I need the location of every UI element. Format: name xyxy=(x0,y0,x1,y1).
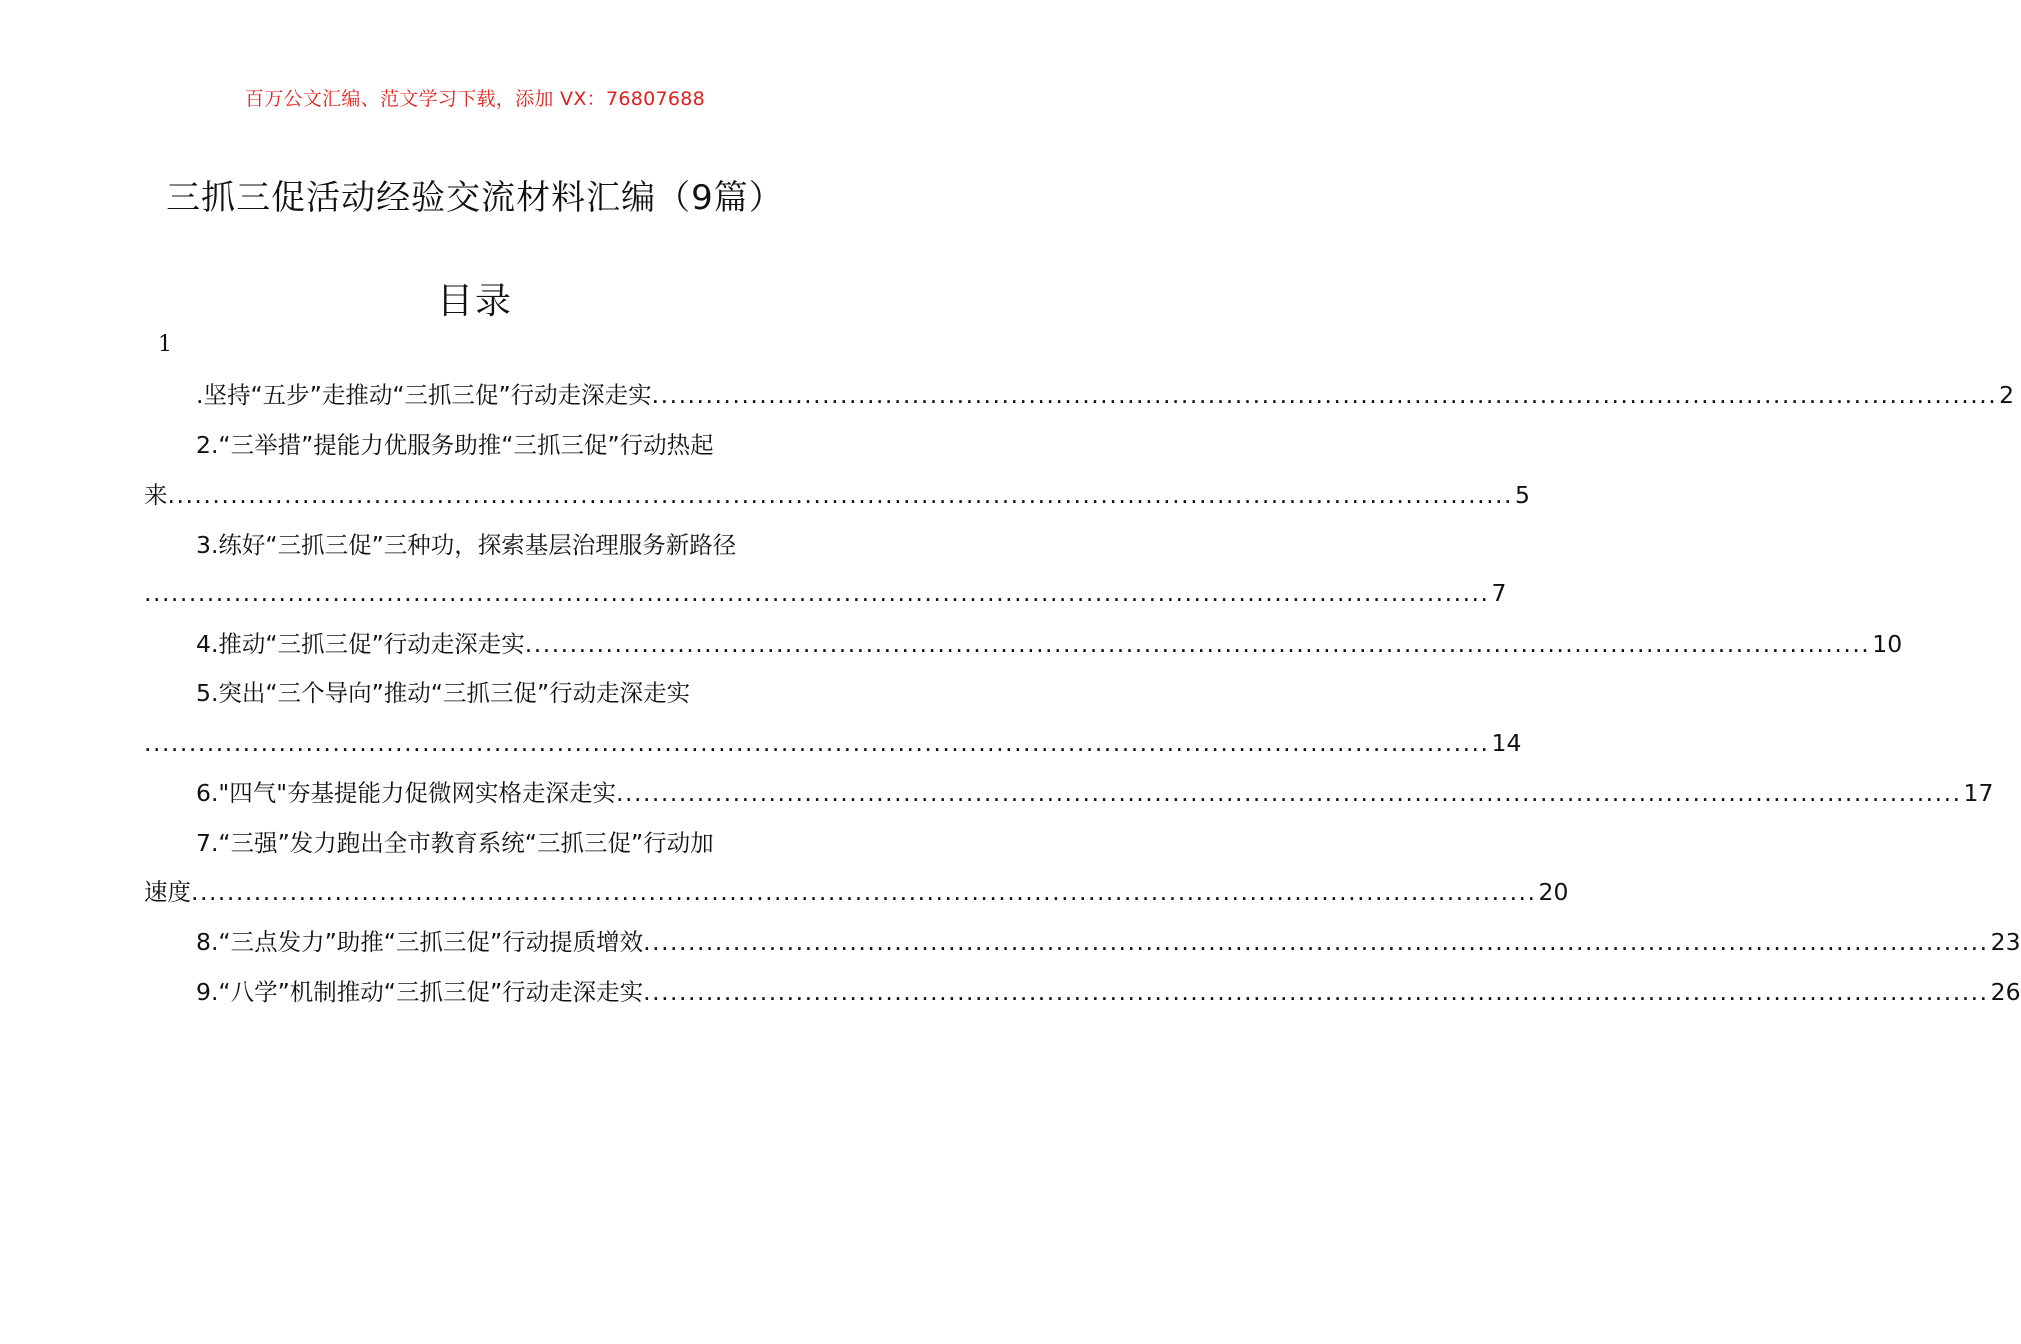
toc-entry-text: 6."四气"夯基提能力促微网实格走深走实 xyxy=(196,779,617,807)
toc-entry-7[interactable] xyxy=(196,826,806,860)
leader-dots: ...................................................................................................................................................... xyxy=(144,579,1490,607)
toc-entry-continuation: 速度 xyxy=(144,878,191,906)
toc-heading: 目录 xyxy=(436,281,513,322)
toc-entry-continuation: 来 xyxy=(144,481,168,509)
toc-entry-3[interactable] xyxy=(196,528,806,562)
toc-entry-text: 7.“三强”发力跑出全市教育系统“三抓三促”行动加 xyxy=(196,829,714,857)
toc-entry-text: 5.突出“三个导向”推动“三抓三促”行动走深走实 xyxy=(196,679,691,707)
leader-dots: ...................................................................................................................................................... xyxy=(616,779,1962,807)
toc-page-number: 17 xyxy=(1963,779,1994,807)
page-marker: 1 xyxy=(158,332,172,357)
toc-entry-5[interactable] xyxy=(196,676,806,710)
toc-entry-text: 2.“三举措”提能力优服务助推“三抓三促”行动热起 xyxy=(196,431,714,459)
toc-entry-4[interactable] xyxy=(196,627,1903,661)
toc-entry-7-continuation[interactable] xyxy=(144,875,1569,909)
toc-entry-1[interactable] xyxy=(196,378,2015,412)
toc-entry-text: 8.“三点发力”助推“三抓三促”行动提质增效 xyxy=(196,928,644,956)
toc-entry-3-continuation[interactable] xyxy=(144,576,1507,610)
toc-page-number: 14 xyxy=(1491,729,1522,757)
toc-entry-text: 3.练好“三抓三促”三种功，探索基层治理服务新路径 xyxy=(196,531,737,559)
leader-dots: ...................................................................................................................................................... xyxy=(167,481,1513,509)
toc-entry-text: .坚持“五步”走推动“三抓三促”行动走深走实 xyxy=(196,381,652,409)
leader-dots: ...................................................................................................................................................... xyxy=(651,381,1998,409)
leader-dots: ...................................................................................................................................................... xyxy=(643,978,1989,1006)
toc-entry-6[interactable] xyxy=(196,776,1994,810)
toc-entry-2[interactable] xyxy=(196,428,806,462)
toc-entry-2-continuation[interactable] xyxy=(144,478,1530,512)
toc-page-number: 23 xyxy=(1990,928,2021,956)
toc-entry-text: 4.推动“三抓三促”行动走深走实 xyxy=(196,630,525,658)
leader-dots: ...................................................................................................................................................... xyxy=(643,928,1989,956)
toc-entry-text: 9.“八学”机制推动“三抓三促”行动走深走实 xyxy=(196,978,644,1006)
toc-page-number: 20 xyxy=(1538,878,1569,906)
toc-page-number: 10 xyxy=(1872,630,1903,658)
leader-dots: ...................................................................................................................................................... xyxy=(191,878,1537,906)
document-title: 三抓三促活动经验交流材料汇编（9篇） xyxy=(166,178,784,218)
toc-page-number: 7 xyxy=(1491,579,1507,607)
toc-page-number: 5 xyxy=(1515,481,1530,509)
leader-dots: ...................................................................................................................................................... xyxy=(524,630,1871,658)
toc-page-number: 26 xyxy=(1990,978,2021,1006)
toc-entry-5-continuation[interactable] xyxy=(144,726,1522,760)
header-note: 百万公文汇编、范文学习下载，添加 VX：76807688 xyxy=(244,88,706,110)
leader-dots: ...................................................................................................................................................... xyxy=(144,729,1490,757)
toc-entry-9[interactable] xyxy=(196,975,2021,1009)
toc-page-number: 2 xyxy=(1999,381,2015,409)
toc-entry-8[interactable] xyxy=(196,925,2021,959)
